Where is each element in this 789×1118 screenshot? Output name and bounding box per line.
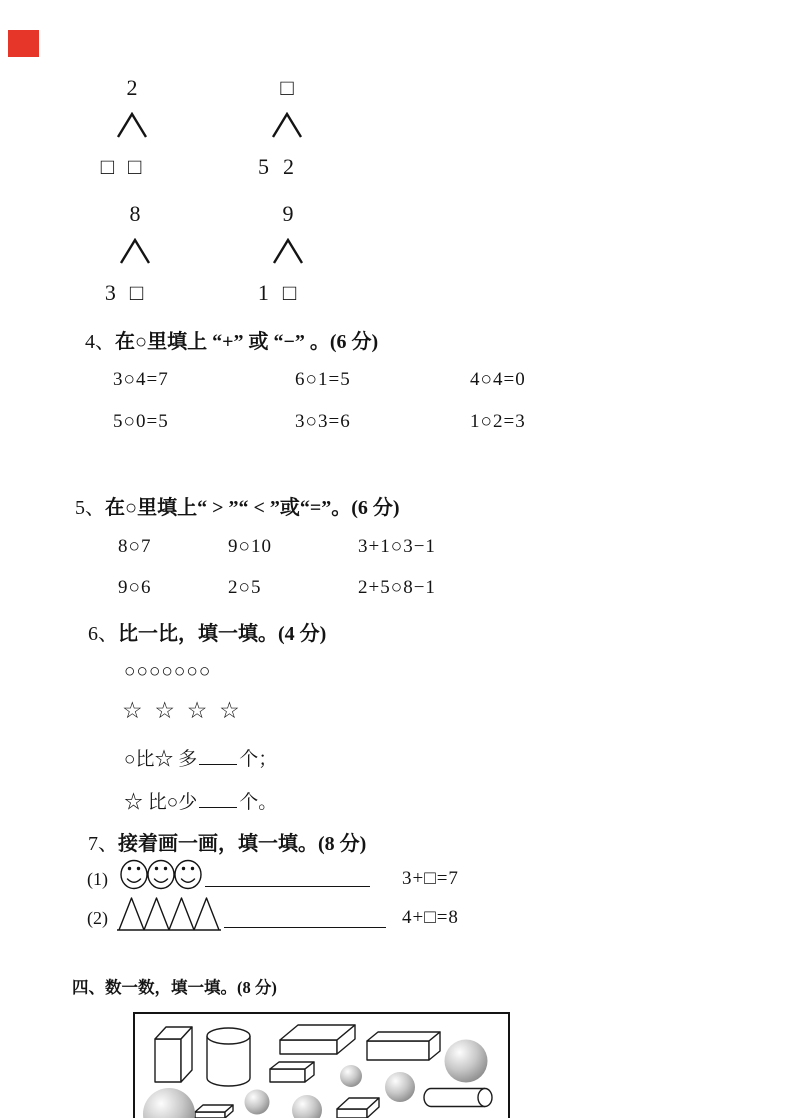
equation: 4+□=8 [402, 907, 459, 928]
answer-line [224, 927, 386, 928]
equation: 2○5 [228, 577, 262, 598]
question-4-title [85, 325, 378, 354]
equation: 1○2=3 [470, 411, 526, 432]
question-7-title [88, 827, 366, 856]
number-bond [98, 74, 166, 180]
solid-shapes-illustration [135, 1014, 508, 1118]
equation: 3+□=7 [402, 868, 459, 889]
equation: 3+1○3−1 [358, 536, 436, 557]
bond-top-value: □ [280, 75, 294, 100]
compare-line [124, 744, 277, 771]
compare-text: 个； [239, 749, 278, 770]
compare-text: 个。 [239, 792, 278, 813]
bond-top-value: 2 [126, 75, 138, 100]
item-label: (1) [87, 869, 108, 889]
question-text: 接着画一画，填一填。(8 分) [118, 833, 367, 855]
cuboid-flat [280, 1040, 337, 1054]
bond-branch-icon [271, 238, 305, 265]
bond-left-value: 1 [257, 280, 269, 305]
answer-blank [199, 789, 237, 808]
circle-row: ○○○○○○○ [124, 661, 212, 682]
bond-top-value: 9 [282, 201, 294, 226]
compare-line [124, 787, 277, 814]
equation: 8○7 [118, 536, 152, 557]
equation: 5○0=5 [113, 411, 169, 432]
cylinder-horizontal [424, 1089, 485, 1107]
bond-top-value: 8 [129, 201, 141, 226]
question-number: 四、 [72, 978, 105, 997]
question-number: 7、 [88, 833, 118, 855]
number-bond [101, 200, 169, 306]
question-text: 比一比，填一填。(4 分) [118, 623, 327, 645]
question-text: 在○里填上“ > ”“ < ”或“=”。(6 分) [105, 497, 400, 519]
bond-right-value: □ [129, 280, 144, 305]
bond-branch-icon [115, 112, 149, 139]
question-number: 4、 [85, 331, 115, 353]
red-marker [8, 30, 39, 57]
bond-right-value: 2 [283, 154, 294, 179]
sphere-small-2 [245, 1090, 270, 1115]
bond-left-value: 3 [104, 280, 116, 305]
equation: 6○1=5 [295, 369, 351, 390]
shapes-box [133, 1012, 510, 1118]
bond-children [101, 154, 142, 180]
sphere-large [445, 1040, 488, 1083]
item-label: (2) [87, 908, 108, 928]
bond-children [258, 154, 294, 180]
cube-partial [337, 1109, 367, 1118]
question-number: 6、 [88, 623, 118, 645]
question-count-title [72, 974, 277, 998]
question-number: 5、 [75, 497, 105, 519]
sphere-small [340, 1065, 362, 1087]
question-text: 数一数，填一填。(8 分) [105, 978, 277, 997]
equation: 2+5○8−1 [358, 577, 436, 598]
compare-text: ○比☆ 多 [124, 749, 198, 770]
triangle-row-icon [117, 894, 225, 932]
cuboid-long [367, 1041, 429, 1060]
question-6-title [88, 617, 326, 646]
bond-children [105, 280, 143, 306]
equation: 4○4=0 [470, 369, 526, 390]
bond-left-value: 5 [258, 154, 269, 179]
cuboid-vertical [155, 1039, 181, 1082]
number-bond [254, 200, 322, 306]
sphere-medium [385, 1072, 415, 1102]
equation: 9○10 [228, 536, 272, 557]
bond-left-value: □ [100, 154, 114, 179]
bond-branch-icon [270, 112, 304, 139]
question-text: 在○里填上 “+” 或 “−” 。(6 分) [115, 331, 379, 353]
answer-line [205, 886, 370, 887]
smiley-faces-icon [120, 856, 202, 893]
equation: 3○3=6 [295, 411, 351, 432]
equation: 3○4=7 [113, 369, 169, 390]
equation: 9○6 [118, 577, 152, 598]
number-bond [253, 74, 321, 180]
cuboid-small [270, 1069, 305, 1082]
bond-right-value: □ [282, 280, 297, 305]
bond-branch-icon [118, 238, 152, 265]
cuboid-partial [195, 1112, 225, 1118]
bond-right-value: □ [128, 154, 142, 179]
compare-text: ☆ 比○少 [124, 792, 198, 813]
sphere-bottom [292, 1095, 322, 1118]
bond-children [258, 280, 296, 306]
answer-blank [199, 746, 237, 765]
question-5-title [75, 491, 400, 520]
sphere-bottom-left [143, 1088, 195, 1118]
star-row: ☆ ☆ ☆ ☆ [122, 698, 243, 723]
